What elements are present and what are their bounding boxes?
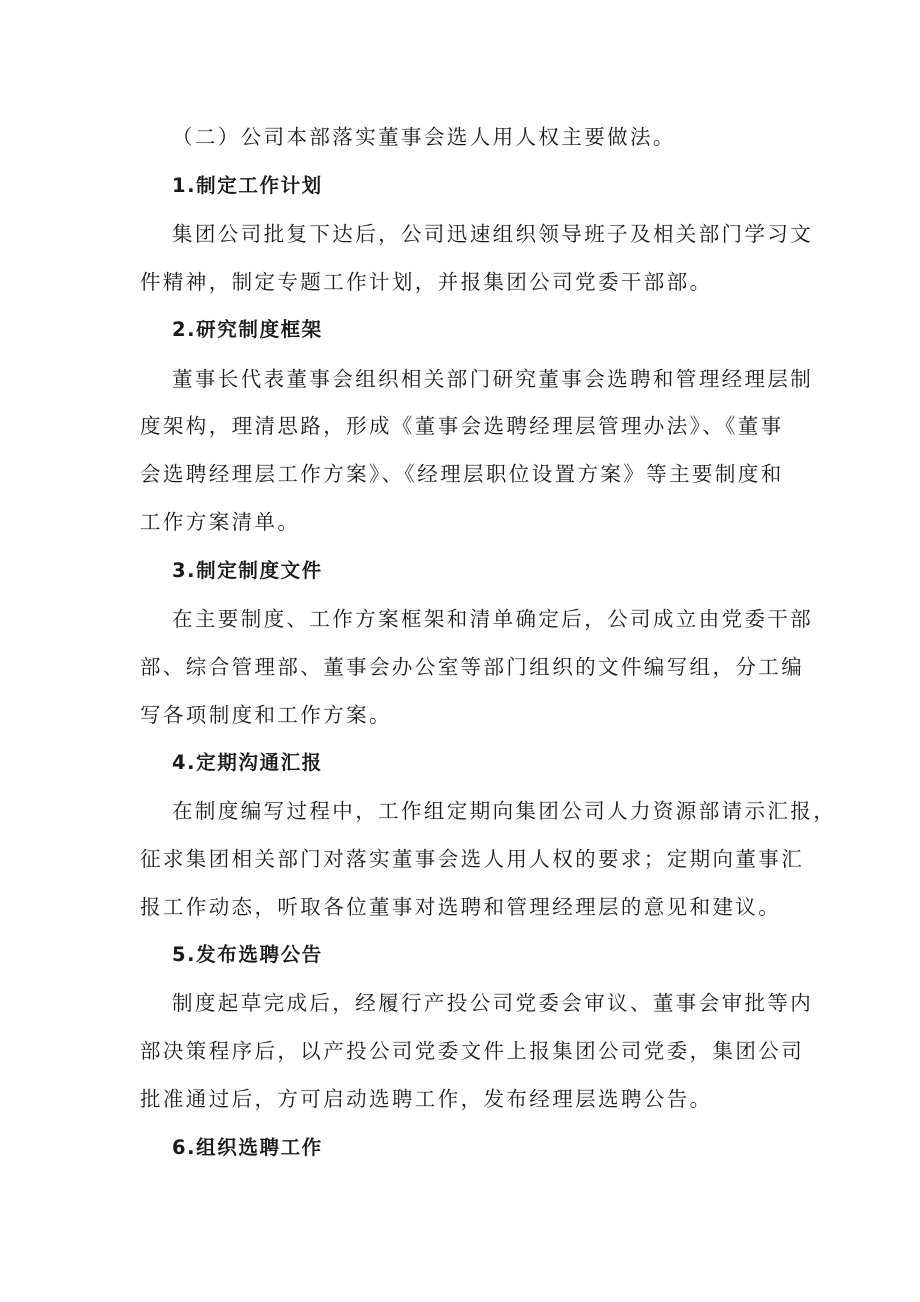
paragraph-line: 集团公司批复下达后，公司迅速组织领导班子及相关部门学习文 bbox=[172, 222, 814, 246]
paragraph-line: 部、综合管理部、董事会办公室等部门组织的文件编写组，分工编 bbox=[140, 655, 805, 679]
heading-4: 4.定期沟通汇报 bbox=[172, 751, 323, 774]
paragraph-line: 批准通过后，方可启动选聘工作，发布经理层选聘公告。 bbox=[140, 1087, 713, 1111]
paragraph-line: 制度起草完成后，经履行产投公司党委会审议、董事会审批等内 bbox=[172, 991, 814, 1015]
paragraph-line: 会选聘经理层工作方案》、《经理层职位设置方案》等主要制度和 bbox=[140, 462, 784, 486]
heading-2: 2.研究制度框架 bbox=[172, 318, 323, 341]
paragraph-line: 工作方案清单。 bbox=[140, 510, 301, 534]
heading-6: 6.组织选聘工作 bbox=[172, 1136, 323, 1159]
paragraph-line: 在制度编写过程中，工作组定期向集团公司人力资源部请示汇报， bbox=[172, 799, 837, 823]
paragraph-line: 部决策程序后，以产投公司党委文件上报集团公司党委，集团公司 bbox=[140, 1039, 805, 1063]
paragraph-line: 件精神，制定专题工作计划，并报集团公司党委干部部。 bbox=[140, 270, 713, 294]
paragraph-line: 度架构，理清思路，形成《董事会选聘经理层管理办法》、《董事 bbox=[140, 414, 784, 438]
paragraph-line: 在主要制度、工作方案框架和清单确定后，公司成立由党委干部 bbox=[172, 607, 814, 631]
heading-5: 5.发布选聘公告 bbox=[172, 943, 323, 966]
paragraph-line: 写各项制度和工作方案。 bbox=[140, 703, 392, 727]
paragraph-line: 征求集团相关部门对落实董事会选人用人权的要求；定期向董事汇 bbox=[140, 847, 805, 871]
paragraph-line: 报工作动态，听取各位董事对选聘和管理经理层的意见和建议。 bbox=[140, 895, 782, 919]
section-title: （二）公司本部落实董事会选人用人权主要做法。 bbox=[172, 125, 676, 149]
heading-1: 1.制定工作计划 bbox=[172, 174, 323, 197]
paragraph-line: 董事长代表董事会组织相关部门研究董事会选聘和管理经理层制 bbox=[172, 367, 814, 391]
heading-3: 3.制定制度文件 bbox=[172, 559, 323, 582]
